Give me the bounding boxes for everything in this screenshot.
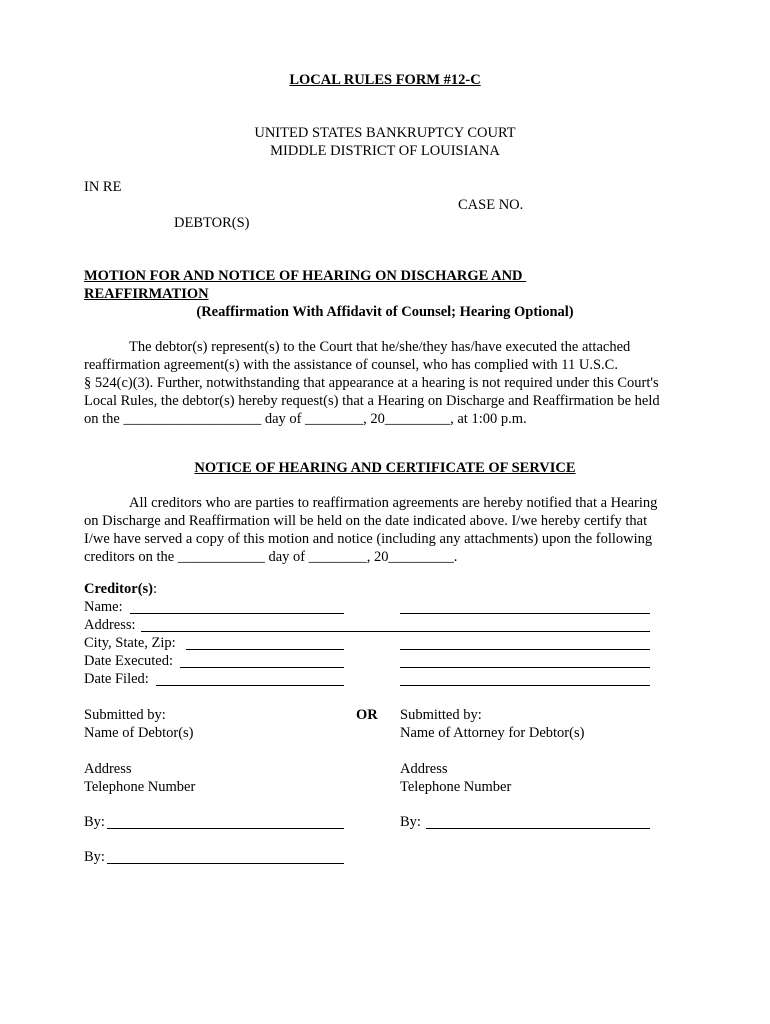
creditors-heading-colon: : [153,581,158,597]
creditor-name-line-2[interactable] [400,613,650,614]
debtor-name-label: Name of Debtor(s) [84,725,194,741]
notice-body-line: on Discharge and Reaffirmation will be held on the date indicated above. I/we hereby certify that [84,513,648,529]
motion-body-line: § 524(c)(3). Further, notwithstanding that appearance at a hearing is not required under this Court's [84,375,659,391]
notice-body [84,494,664,566]
creditor-date-executed-line-2[interactable] [400,667,650,668]
attorney-signature-line[interactable] [426,828,650,829]
court-name: UNITED STATES BANKRUPTCY COURT [254,125,516,141]
creditor-city-line[interactable] [186,649,344,650]
creditor-name-label: Name: [84,599,127,615]
motion-title-line1: MOTION FOR AND NOTICE OF HEARING ON DISCHARGE AND [84,268,527,284]
creditor-date-executed-line[interactable] [180,667,344,668]
notice-body-line: I/we have served a copy of this motion and notice (including any attachments) upon the following [84,531,653,547]
creditors-heading-text: Creditor(s) [84,581,153,597]
debtors-label: DEBTOR(S) [174,215,250,231]
motion-body-line: Local Rules, the debtor(s) hereby request(s) that a Hearing on Discharge and Reaffirmation be held [84,393,660,409]
creditor-date-executed-label: Date Executed: [84,653,177,669]
creditor-date-filed-line[interactable] [156,685,344,686]
creditor-city-label: City, State, Zip: [84,635,180,651]
or-divider: OR [356,707,378,723]
submitted-by-attorney-label: Submitted by: [400,707,482,723]
creditor-address-line[interactable] [141,631,650,632]
debtor-telephone-label: Telephone Number [84,779,196,795]
notice-body-line: creditors on the ____________ day of ________, 20_________. [84,549,458,565]
attorney-by-label: By: [400,814,425,830]
creditors-heading [84,580,157,598]
creditor-name-line[interactable] [130,613,344,614]
motion-body-line: The debtor(s) represent(s) to the Court that he/she/they has/have executed the attached [129,339,631,355]
attorney-telephone-label: Telephone Number [400,779,512,795]
debtor-signature-line[interactable] [107,828,344,829]
notice-title: NOTICE OF HEARING AND CERTIFICATE OF SERVICE [194,460,576,476]
attorney-name-label: Name of Attorney for Debtor(s) [400,725,585,741]
form-title: LOCAL RULES FORM #12-C [289,72,481,88]
creditor-city-line-2[interactable] [400,649,650,650]
attorney-address-label: Address [400,761,448,777]
creditor-date-filed-label: Date Filed: [84,671,153,687]
debtor-by-label-2: By: [84,849,109,865]
case-number-label: CASE NO. [458,197,524,213]
motion-body-line: on the ___________________ day of ________, 20_________, at 1:00 p.m. [84,411,527,427]
notice-body-line: All creditors who are parties to reaffirmation agreements are hereby notified that a Hearing [129,495,658,511]
court-district: MIDDLE DISTRICT OF LOUISIANA [270,143,500,159]
submitted-by-debtor-label: Submitted by: [84,707,166,723]
creditor-date-filed-line-2[interactable] [400,685,650,686]
debtor-address-label: Address [84,761,132,777]
motion-title-line2: REAFFIRMATION [84,286,209,302]
debtor-by-label: By: [84,814,109,830]
motion-subtitle: (Reaffirmation With Affidavit of Counsel; Hearing Optional) [196,304,574,320]
motion-body-line: reaffirmation agreement(s) with the assistance of counsel, who has complied with 11 U.S.C. [84,357,618,373]
in-re-label: IN RE [84,179,122,195]
debtor-signature-line-2[interactable] [107,863,344,864]
creditor-address-label: Address: [84,617,140,633]
motion-body [84,338,664,428]
